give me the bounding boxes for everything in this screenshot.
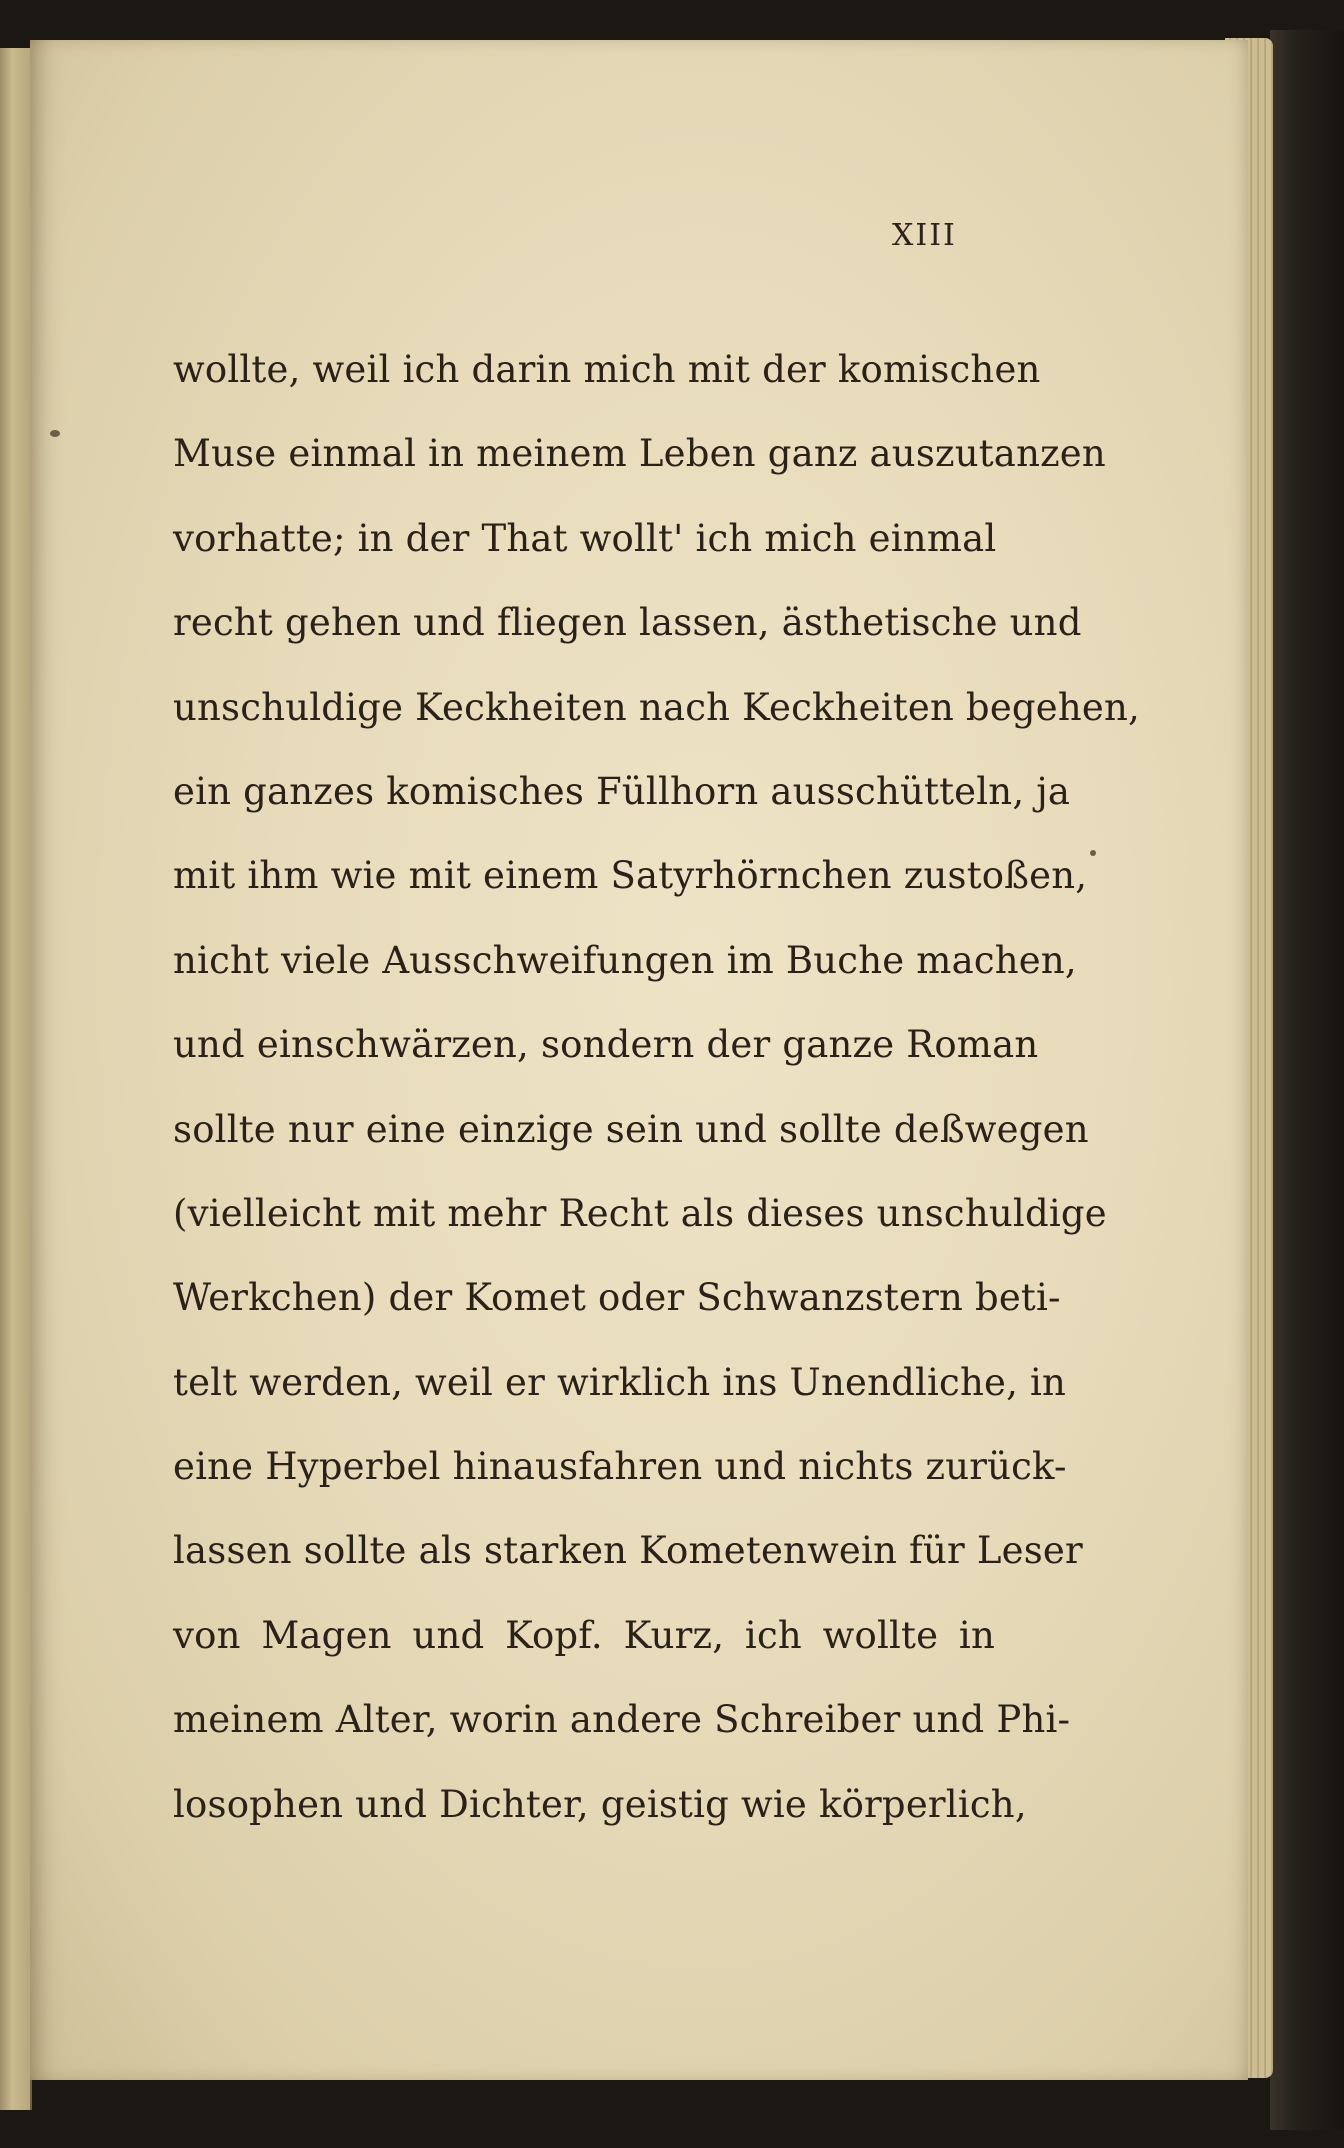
text-line: recht gehen und fliegen lassen, ästhetische und bbox=[173, 601, 1082, 645]
text-line: ein ganzes komisches Füllhorn ausschütteln, ja bbox=[173, 769, 1071, 813]
text-line: (vielleicht mit mehr Recht als dieses unschuldige bbox=[173, 1191, 1107, 1235]
book-page bbox=[30, 40, 1248, 2080]
text-line: telt werden, weil er wirklich ins Unendliche, in bbox=[173, 1360, 1067, 1404]
book-cover-edge bbox=[1270, 30, 1344, 2130]
text-line: Muse einmal in meinem Leben ganz auszutanzen bbox=[173, 432, 1106, 476]
paper-speck bbox=[50, 430, 60, 437]
text-line: Werkchen) der Komet oder Schwanzstern beti- bbox=[173, 1276, 1061, 1320]
text-line: eine Hyperbel hinausfahren und nichts zurück- bbox=[173, 1445, 1067, 1489]
text-line: vorhatte; in der That wollt' ich mich einmal bbox=[173, 516, 997, 560]
text-line: lassen sollte als starken Kometenwein für Leser bbox=[173, 1529, 1083, 1573]
text-line: unschuldige Keckheiten nach Keckheiten begehen, bbox=[173, 685, 1141, 729]
paper-speck bbox=[1090, 850, 1096, 856]
page-number: XIII bbox=[892, 218, 957, 253]
text-line: sollte nur eine einzige sein und sollte deßwegen bbox=[173, 1107, 1089, 1151]
page-text bbox=[173, 328, 1141, 1847]
left-page-edge bbox=[0, 48, 32, 2110]
text-line: nicht viele Ausschweifungen im Buche machen, bbox=[173, 938, 1077, 982]
text-line: meinem Alter, worin andere Schreiber und Phi- bbox=[173, 1698, 1071, 1742]
text-line: losophen und Dichter, geistig wie körperlich, bbox=[173, 1782, 1027, 1826]
text-line: von Magen und Kopf. Kurz, ich wollte in bbox=[173, 1613, 995, 1657]
text-line: wollte, weil ich darin mich mit der komischen bbox=[173, 348, 1041, 391]
text-line: und einschwärzen, sondern der ganze Roman bbox=[173, 1023, 1039, 1067]
text-line: mit ihm wie mit einem Satyrhörnchen zustoßen, bbox=[173, 854, 1088, 898]
